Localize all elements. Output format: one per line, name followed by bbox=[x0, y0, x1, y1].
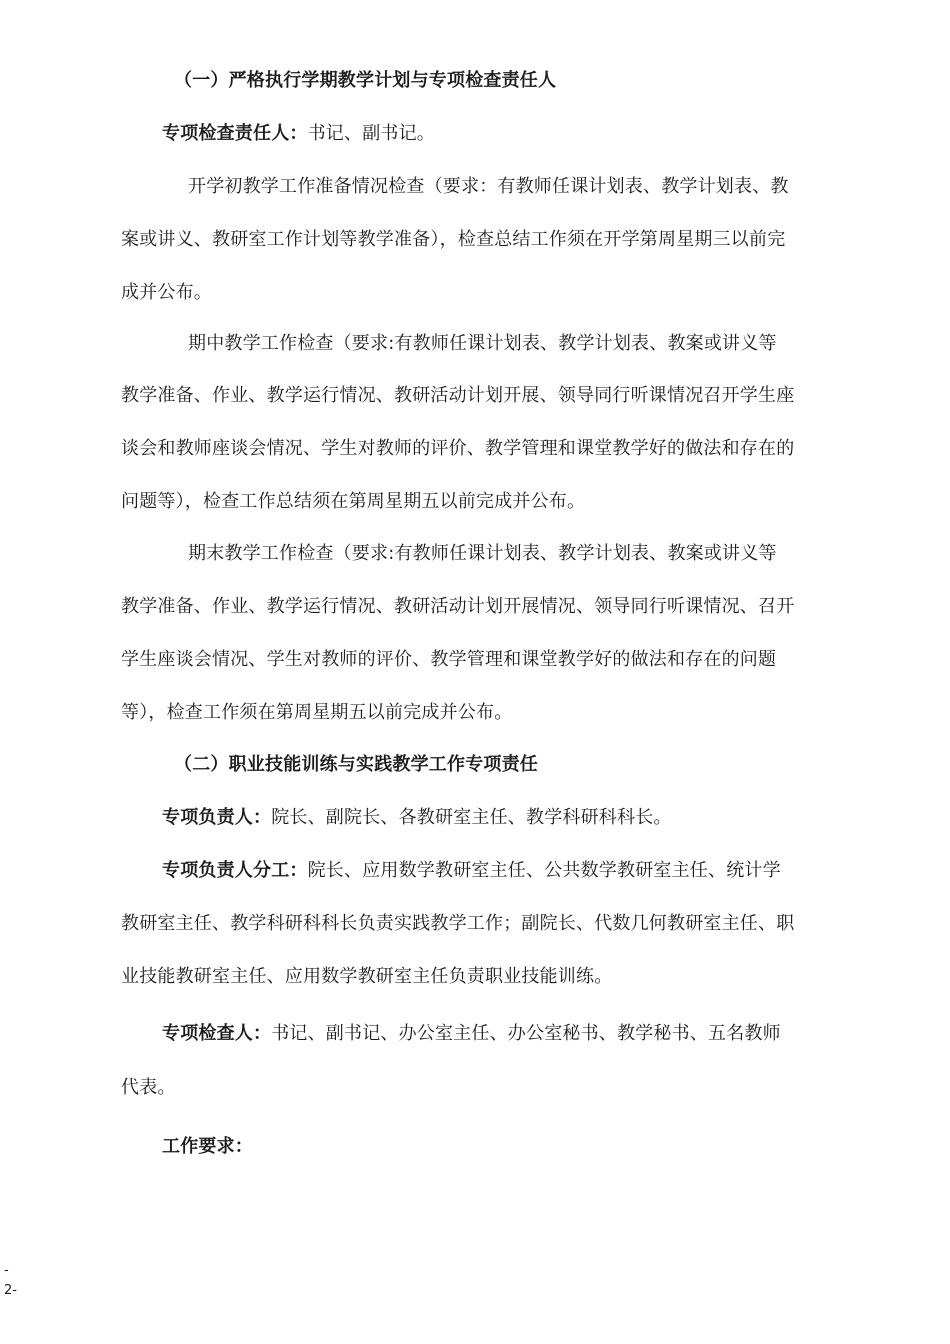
paragraph-2-line-2: 教学准备、作业、教学运行情况、教研活动计划开展、领导同行听课情况召开学生座 bbox=[121, 385, 795, 406]
section-2-heading: （二）职业技能训练与实践教学工作专项责任 bbox=[174, 754, 538, 775]
paragraph-3-line-4: 等），检查工作须在第周星期五以前完成并公布。 bbox=[121, 702, 513, 723]
section-2-checker-line-1 bbox=[162, 1022, 781, 1046]
lead-label: 专项负责人： bbox=[162, 807, 272, 828]
section-2-division-line-3: 业技能教研室主任、应用数学教研室主任负责职业技能训练。 bbox=[121, 966, 613, 987]
paragraph-3-line-2: 教学准备、作业、教学运行情况、教研活动计划开展情况、领导同行听课情况、召开 bbox=[121, 596, 795, 617]
paragraph-3-line-1: 期末教学工作检查（要求:有教师任课计划表、教学计划表、教案或讲义等 bbox=[188, 543, 777, 564]
paragraph-3-line-3: 学生座谈会情况、学生对教师的评价、教学管理和课堂教学好的做法和存在的问题 bbox=[121, 649, 777, 670]
section-1-checker bbox=[162, 122, 435, 146]
checker-label: 专项检查责任人： bbox=[162, 123, 308, 144]
page-number: 2- bbox=[4, 1283, 17, 1298]
section-1-heading: （一）严格执行学期教学计划与专项检查责任人 bbox=[174, 70, 557, 91]
paragraph-2-line-3: 谈会和教师座谈会情况、学生对教师的评价、教学管理和课堂教学好的做法和存在的 bbox=[121, 438, 795, 459]
section-2-lead bbox=[162, 806, 672, 830]
section-2-checker-value: 书记、副书记、办公室主任、办公室秘书、教学秘书、五名教师 bbox=[271, 1023, 781, 1044]
footer-dash: - bbox=[4, 1263, 9, 1278]
paragraph-1-line-2: 案或讲义、教研室工作计划等教学准备），检查总结工作须在开学第周星期三以前完 bbox=[121, 229, 786, 250]
paragraph-1-line-3: 成并公布。 bbox=[121, 282, 212, 303]
division-label: 专项负责人分工： bbox=[162, 860, 308, 881]
section-2-division-line-1 bbox=[162, 859, 781, 883]
section-2-checker-line-2: 代表。 bbox=[121, 1077, 176, 1098]
checker-value: 书记、副书记。 bbox=[307, 123, 436, 144]
lead-value: 院长、副院长、各教研室主任、教学科研科科长。 bbox=[271, 807, 672, 828]
paragraph-2-line-4: 问题等），检查工作总结须在第周星期五以前完成并公布。 bbox=[121, 491, 586, 512]
paragraph-2-line-1: 期中教学工作检查（要求:有教师任课计划表、教学计划表、教案或讲义等 bbox=[188, 333, 777, 354]
section-2-checker-label: 专项检查人： bbox=[162, 1023, 272, 1044]
work-requirement-label: 工作要求： bbox=[162, 1136, 253, 1157]
division-value: 院长、应用数学教研室主任、公共数学教研室主任、统计学 bbox=[307, 860, 781, 881]
paragraph-1-line-1: 开学初教学工作准备情况检查（要求：有教师任课计划表、教学计划表、教 bbox=[188, 176, 789, 197]
section-2-division-line-2: 教研室主任、教学科研科科长负责实践教学工作；副院长、代数几何教研室主任、职 bbox=[121, 913, 795, 934]
